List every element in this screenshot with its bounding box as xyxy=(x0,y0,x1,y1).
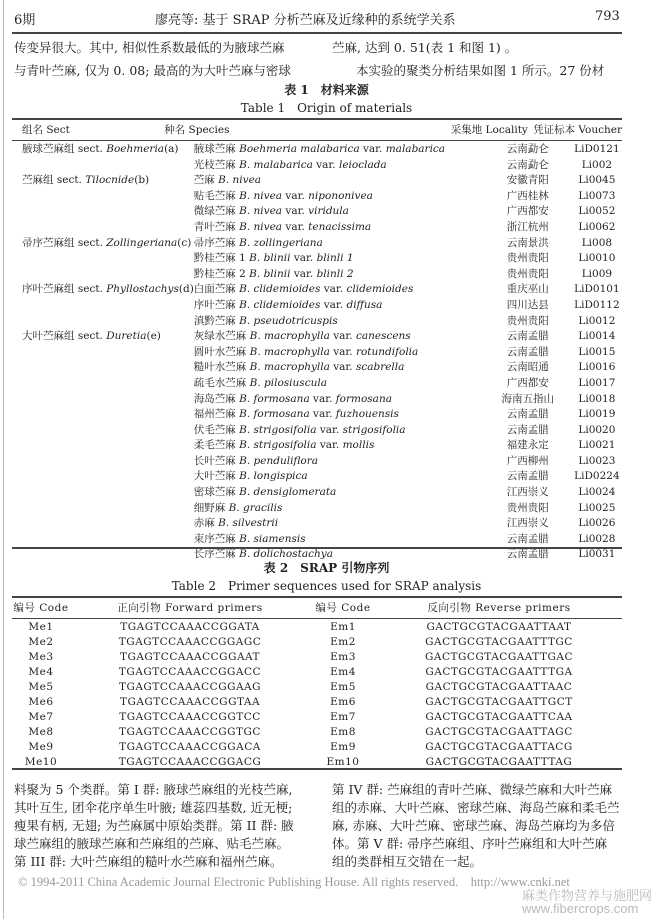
intro-right-col xyxy=(332,39,604,80)
sect-cell xyxy=(12,314,194,330)
species-cn: 长叶苎麻 xyxy=(193,454,236,467)
table1-header xyxy=(12,123,622,139)
reverse-code: Em7 xyxy=(330,711,356,723)
sect-cell xyxy=(12,438,194,454)
table-row xyxy=(12,204,622,220)
species-cell xyxy=(194,282,484,298)
species-cell xyxy=(194,516,484,532)
species-sci: B. silvestrii xyxy=(218,517,279,530)
col-species: 种名 Species xyxy=(164,124,230,136)
sect-cn: 大叶苎麻组 sect. xyxy=(22,330,103,343)
voucher-cell: Li0015 xyxy=(578,345,616,358)
voucher-cell: Li0018 xyxy=(578,392,616,405)
voucher-cell: Li0024 xyxy=(578,486,616,499)
body-left-col xyxy=(14,781,294,871)
locality-cell: 云南昭通 xyxy=(506,361,549,374)
species-cn: 大叶苎麻 xyxy=(193,470,236,483)
species-cell xyxy=(194,407,484,423)
locality-cell: 江西崇义 xyxy=(506,517,549,530)
table1-title-en: Table 1 Origin of materials xyxy=(240,101,413,115)
voucher-cell: Li0021 xyxy=(578,439,616,452)
sect-cell xyxy=(12,204,194,220)
reverse-code: Em10 xyxy=(326,756,360,768)
species-sci: B. macrophylla var. rotundifolia xyxy=(249,345,419,358)
table-row xyxy=(12,173,622,189)
species-cn: 帚序苎麻 xyxy=(193,236,236,249)
reverse-code: Em9 xyxy=(330,741,356,753)
col-code: 编号 Code xyxy=(13,602,69,614)
table2-header xyxy=(12,601,622,616)
table-row xyxy=(12,680,622,695)
species-sci: B. zollingeriana xyxy=(239,236,323,249)
forward-primer: TGAGTCCAAACCGGAGC xyxy=(118,636,262,648)
species-sci: B. pilosiuscula xyxy=(249,376,327,389)
species-sci: B. nivea var. nipononivea xyxy=(239,189,373,202)
table1-body xyxy=(12,142,622,563)
voucher-cell: Li0019 xyxy=(578,408,616,421)
species-cn: 束序苎麻 xyxy=(193,532,236,545)
forward-code: Me2 xyxy=(28,636,54,648)
forward-primer: TGAGTCCAAACCGGACC xyxy=(118,666,262,678)
sect-tag: (d) xyxy=(178,283,194,296)
locality-cell: 广西都安 xyxy=(506,376,549,389)
text-line: 苎麻, 达到 0. 51(表 1 和图 1) 。 xyxy=(332,40,518,55)
species-cn: 腋球苎麻 xyxy=(193,143,236,155)
species-cell xyxy=(194,501,484,517)
sect-cell xyxy=(12,501,194,517)
sect-sci: Duretia xyxy=(106,330,147,343)
species-cn: 光枝苎麻 xyxy=(193,158,236,171)
text-line: 传变异很大。其中, 相似性系数最低的为腋球苎麻 xyxy=(14,40,285,55)
locality-cell: 福建永定 xyxy=(506,439,549,452)
table2-body xyxy=(12,620,622,770)
sect-cell xyxy=(12,236,194,252)
reverse-code: Em1 xyxy=(330,621,356,633)
species-cn: 疏毛水苎麻 xyxy=(193,376,247,389)
species-sci: B. blinii var. blinli 1 xyxy=(249,252,354,265)
table-row xyxy=(12,236,622,252)
table-row xyxy=(12,620,622,635)
species-sci: B. macrophylla var. scabrella xyxy=(249,361,405,374)
voucher-cell: LiD0112 xyxy=(574,298,620,311)
sect-cell xyxy=(12,469,194,485)
reverse-primer: GACTGCGTACGAATTACG xyxy=(425,741,573,753)
locality-cell: 云南孟腊 xyxy=(506,345,549,358)
table-row xyxy=(12,532,622,548)
text-line: 第 IV 群: 苎麻组的青叶苎麻、微绿苎麻和大叶苎麻 xyxy=(332,782,613,797)
species-sci: B. nivea var. viridula xyxy=(239,205,349,218)
voucher-cell: LiD0101 xyxy=(574,283,620,296)
sect-sci: Zollingeriana xyxy=(106,236,178,249)
species-cn: 滇黔苎麻 xyxy=(193,314,236,327)
locality-cell: 江西崇义 xyxy=(506,486,549,499)
forward-code: Me10 xyxy=(24,756,58,768)
table-row xyxy=(12,469,622,485)
species-cell xyxy=(194,532,484,548)
sect-cell xyxy=(12,267,194,283)
species-cn: 苎麻 xyxy=(193,174,215,187)
table-row xyxy=(12,189,622,205)
species-sci: B. siamensis xyxy=(239,532,306,545)
species-sci: B. clidemioides var. clidemioides xyxy=(239,283,414,296)
reverse-primer: GACTGCGTACGAATTGAC xyxy=(424,651,574,663)
reverse-code: Em2 xyxy=(330,636,356,648)
reverse-code: Em8 xyxy=(330,726,356,738)
locality-cell: 云南景洪 xyxy=(506,236,549,249)
table-row xyxy=(12,485,622,501)
table-row xyxy=(12,282,622,298)
table-row xyxy=(12,329,622,345)
species-cn: 密球苎麻 xyxy=(193,486,236,499)
species-cn: 圆叶水苎麻 xyxy=(193,345,247,358)
reverse-primer: GACTGCGTACGAATTCAA xyxy=(425,711,573,723)
table-row xyxy=(12,695,622,710)
forward-code: Me8 xyxy=(28,726,54,738)
sect-cell xyxy=(12,220,194,236)
locality-cell: 云南孟腊 xyxy=(506,423,549,436)
sect-cell xyxy=(12,516,194,532)
reverse-primer: GACTGCGTACGAATTGCT xyxy=(425,696,573,708)
text-line: 其叶互生, 团伞花序单生叶腋; 雄蕊四基数, 近无梗; xyxy=(14,800,293,815)
sect-sci: Tilocnide xyxy=(85,174,135,187)
reverse-primer: GACTGCGTACGAATTAAT xyxy=(426,621,572,633)
voucher-cell: Li0062 xyxy=(578,220,616,233)
species-cell xyxy=(194,376,484,392)
species-cn: 赤麻 xyxy=(193,517,215,530)
table2-title-cn: 表 2 SRAP 引物序列 xyxy=(263,561,390,575)
table-row xyxy=(12,158,622,174)
table-row xyxy=(12,345,622,361)
sect-cell xyxy=(12,454,194,470)
locality-cell: 云南孟腊 xyxy=(506,470,549,483)
locality-cell: 广西都安 xyxy=(506,205,549,218)
sect-cell xyxy=(12,407,194,423)
species-sci: B. blinii var. blinli 2 xyxy=(249,267,354,280)
locality-cell: 广西柳州 xyxy=(506,454,549,467)
locality-cell: 贵州贵阳 xyxy=(506,501,549,514)
table-row xyxy=(12,438,622,454)
sect-cell xyxy=(12,142,194,158)
species-sci: B. formosana var. fuzhouensis xyxy=(239,408,399,421)
table-row xyxy=(12,407,622,423)
species-cn: 细野麻 xyxy=(193,501,226,514)
forward-code: Me7 xyxy=(28,711,54,723)
voucher-cell: Li009 xyxy=(581,267,613,280)
voucher-cell: Li0025 xyxy=(578,501,616,514)
table-row xyxy=(12,454,622,470)
sect-cn: 帚序苎麻组 sect. xyxy=(22,236,103,249)
table-row xyxy=(12,314,622,330)
col-code2: 编号 Code xyxy=(315,602,371,614)
species-cn: 黔桂苎麻 1 xyxy=(193,252,246,265)
body-right-col xyxy=(332,781,620,871)
species-cell xyxy=(194,392,484,408)
sect-sci: Phyllostachys xyxy=(106,283,179,296)
species-sci: B. strigosifolia var. strigosifolia xyxy=(239,423,406,436)
table-row xyxy=(12,635,622,650)
voucher-cell: Li0020 xyxy=(578,423,616,436)
table-row xyxy=(12,298,622,314)
table-row xyxy=(12,392,622,408)
species-sci: B. longispica xyxy=(239,470,308,483)
species-cell xyxy=(194,423,484,439)
species-cell xyxy=(194,329,484,345)
page-number: 793 xyxy=(595,9,620,24)
reverse-primer: GACTGCGTACGAATTTGC xyxy=(425,636,573,648)
voucher-cell: Li0073 xyxy=(578,189,616,202)
species-sci: B. malabarica var. leioclada xyxy=(239,158,387,171)
text-line: 瘦果有柄, 无翅; 为苎麻属中原始类群。第 II 群: 腋 xyxy=(14,818,294,833)
species-sci: B. formosana var. formosana xyxy=(239,392,392,405)
locality-cell: 四川达县 xyxy=(506,298,549,311)
sect-cell xyxy=(12,376,194,392)
reverse-primer: GACTGCGTACGAATTAGC xyxy=(425,726,573,738)
reverse-code: Em6 xyxy=(330,696,356,708)
forward-code: Me4 xyxy=(28,666,54,678)
species-cn: 福州苎麻 xyxy=(193,408,236,421)
text-line: 第 III 群: 大叶苎麻组的糙叶水苎麻和福州苎麻。 xyxy=(14,854,283,869)
species-cell xyxy=(194,314,484,330)
table-row xyxy=(12,423,622,439)
sect-cell xyxy=(12,251,194,267)
reverse-primer: GACTGCGTACGAATTTGA xyxy=(425,666,573,678)
forward-primer: TGAGTCCAAACCGGACG xyxy=(118,756,262,768)
species-cell xyxy=(194,220,484,236)
species-sci: B. macrophylla var. canescens xyxy=(249,330,411,343)
locality-cell: 云南勐仑 xyxy=(506,158,549,171)
forward-primer: TGAGTCCAAACCGGTGC xyxy=(119,726,261,738)
sect-cell xyxy=(12,485,194,501)
species-sci: B. nivea var. tenacissima xyxy=(239,220,372,233)
voucher-cell: Li002 xyxy=(581,158,613,171)
sect-cell xyxy=(12,345,194,361)
table-row xyxy=(12,725,622,740)
species-cell xyxy=(194,485,484,501)
species-sci: B. nivea xyxy=(218,174,262,187)
voucher-cell: Li0026 xyxy=(578,517,616,530)
col-locality: 采集地 Locality xyxy=(450,124,528,136)
table-row xyxy=(12,710,622,725)
sect-cell xyxy=(12,329,194,345)
table1-title-cn: 表 1 材料来源 xyxy=(284,83,369,97)
table-row xyxy=(12,665,622,680)
table2-bottom-rule xyxy=(12,768,622,770)
sect-tag: (c) xyxy=(177,236,192,249)
species-cn: 长序苎麻 xyxy=(193,548,236,561)
sect-cn: 序叶苎麻组 sect. xyxy=(22,283,103,296)
sect-cell xyxy=(12,392,194,408)
sect-tag: (b) xyxy=(134,174,150,187)
copyright-notice: © 1994-2011 China Academic Journal Electronic Publishing House. All rights reserved. http://www.cnki.net xyxy=(18,875,570,889)
table2-top-rule xyxy=(12,596,622,598)
sect-tag: (e) xyxy=(146,330,161,343)
forward-primer: TGAGTCCAAACCGGATA xyxy=(120,621,260,633)
species-cn: 海岛苎麻 xyxy=(193,392,236,405)
col-forward: 正向引物 Forward primers xyxy=(117,602,263,614)
species-cell xyxy=(194,189,484,205)
text-line: 麻, 赤麻、大叶苎麻、密球苎麻、海岛苎麻均为多倍 xyxy=(332,818,615,833)
table1-header-rule xyxy=(12,140,622,141)
reverse-primer: GACTGCGTACGAATTTAG xyxy=(425,756,573,768)
page-edge xyxy=(3,0,4,919)
voucher-cell: Li0031 xyxy=(578,548,616,561)
species-cell xyxy=(194,454,484,470)
species-cell xyxy=(194,267,484,283)
forward-code: Me6 xyxy=(28,696,54,708)
running-title: 廖亮等: 基于 SRAP 分析苎麻及近缘种的系统学关系 xyxy=(155,13,456,28)
reverse-code: Em3 xyxy=(330,651,356,663)
sect-cell xyxy=(12,298,194,314)
species-cell xyxy=(194,251,484,267)
reverse-code: Em5 xyxy=(330,681,356,693)
species-cn: 青叶苎麻 xyxy=(193,220,236,233)
text-line: 组的类群相互交错在一起。 xyxy=(332,854,483,869)
sect-cell xyxy=(12,173,194,189)
species-sci: B. pseudotricuspis xyxy=(239,314,338,327)
voucher-cell: Li0045 xyxy=(578,174,616,187)
sect-cell xyxy=(12,158,194,174)
reverse-code: Em4 xyxy=(330,666,356,678)
species-cn: 黔桂苎麻 2 xyxy=(193,267,246,280)
locality-cell: 安徽青阳 xyxy=(506,174,549,187)
locality-cell: 广西桂林 xyxy=(506,189,549,202)
watermark-cn: 麻类作物营养与施肥网 xyxy=(522,888,653,903)
species-sci: B. densiglomerata xyxy=(239,486,337,499)
table-row xyxy=(12,267,622,283)
table2-title-en: Table 2 Primer sequences used for SRAP analysis xyxy=(171,579,482,593)
species-cell xyxy=(194,360,484,376)
species-cell xyxy=(194,173,484,189)
voucher-cell: Li0052 xyxy=(578,205,616,218)
species-cn: 序叶苎麻 xyxy=(193,298,236,311)
text-line: 球苎麻组的腋球苎麻和苎麻组的苎麻、贴毛苎麻。 xyxy=(14,836,290,851)
sect-cell xyxy=(12,423,194,439)
table-row xyxy=(12,650,622,665)
table-row xyxy=(12,501,622,517)
table-row xyxy=(12,220,622,236)
species-cn: 微绿苎麻 xyxy=(193,205,236,218)
table-row xyxy=(12,740,622,755)
sect-cn: 苎麻组 sect. xyxy=(22,174,82,187)
species-cell xyxy=(194,204,484,220)
table1-bottom-rule xyxy=(12,547,622,549)
species-cn: 灰绿水苎麻 xyxy=(193,330,247,343)
locality-cell: 云南孟腊 xyxy=(506,532,549,545)
header-rule xyxy=(12,32,622,34)
voucher-cell: Li0028 xyxy=(578,532,616,545)
locality-cell: 贵州贵阳 xyxy=(506,314,549,327)
species-cell xyxy=(194,142,484,158)
text-line: 体。第 V 群: 帚序苎麻组、序叶苎麻组和大叶苎麻 xyxy=(332,836,608,851)
species-cn: 伏毛苎麻 xyxy=(193,423,236,436)
sect-cell xyxy=(12,282,194,298)
locality-cell: 云南孟腊 xyxy=(506,330,549,343)
locality-cell: 海南五指山 xyxy=(501,392,555,405)
locality-cell: 云南孟腊 xyxy=(506,548,549,561)
locality-cell: 云南勐仑 xyxy=(506,143,549,155)
table2-header-rule xyxy=(12,618,622,619)
species-cell xyxy=(194,469,484,485)
table-row xyxy=(12,360,622,376)
voucher-cell: Li0016 xyxy=(578,361,616,374)
table-row xyxy=(12,142,622,158)
table1-top-rule xyxy=(12,118,622,120)
voucher-cell: LiD0224 xyxy=(574,470,620,483)
voucher-cell: Li0017 xyxy=(578,376,616,389)
locality-cell: 贵州贵阳 xyxy=(506,252,549,265)
sect-sci: Boehmeria xyxy=(106,143,165,155)
sect-cell xyxy=(12,189,194,205)
species-sci: B. penduliflora xyxy=(239,454,319,467)
sect-cell xyxy=(12,532,194,548)
species-cn: 贴毛苎麻 xyxy=(193,189,236,202)
species-cn: 柔毛苎麻 xyxy=(193,439,236,452)
sect-cn: 腋球苎麻组 sect. xyxy=(22,143,103,155)
voucher-cell: LiD0121 xyxy=(574,143,620,155)
forward-code: Me5 xyxy=(28,681,54,693)
forward-primer: TGAGTCCAAACCGGTCC xyxy=(119,711,261,723)
species-sci: B. gracilis xyxy=(228,501,283,514)
species-cn: 白面苎麻 xyxy=(193,283,236,296)
species-cn: 糙叶水苎麻 xyxy=(193,361,247,374)
species-cell xyxy=(194,438,484,454)
species-sci: B. strigosifolia var. mollis xyxy=(239,439,375,452)
species-cell xyxy=(194,236,484,252)
forward-primer: TGAGTCCAAACCGGAAT xyxy=(119,651,261,663)
watermark-url: www.fibercrops.com xyxy=(522,901,639,916)
col-sect: 组名 Sect xyxy=(22,124,70,136)
text-line: 本实验的聚类分析结果如图 1 所示。27 份材 xyxy=(356,63,605,78)
col-reverse: 反向引物 Reverse primers xyxy=(427,602,571,614)
reverse-primer: GACTGCGTACGAATTAAC xyxy=(425,681,573,693)
species-sci: B. clidemioides var. diffusa xyxy=(239,298,383,311)
col-voucher: 凭证标本 Voucher xyxy=(533,124,622,136)
text-line: 组的赤麻、大叶苎麻、密球苎麻、海岛苎麻和柔毛苎 xyxy=(332,800,620,815)
species-sci: Boehmeria malabarica var. malabarica xyxy=(239,143,446,155)
intro-left-col xyxy=(14,39,291,80)
voucher-cell: Li008 xyxy=(581,236,613,249)
text-line: 料聚为 5 个类群。第 I 群: 腋球苎麻组的光枝苎麻, xyxy=(14,782,293,797)
forward-primer: TGAGTCCAAACCGGACA xyxy=(119,741,261,753)
species-cell xyxy=(194,158,484,174)
locality-cell: 贵州贵阳 xyxy=(506,267,549,280)
voucher-cell: Li0012 xyxy=(578,314,616,327)
sect-cell xyxy=(12,360,194,376)
sect-tag: (a) xyxy=(164,143,179,155)
voucher-cell: Li0023 xyxy=(578,454,616,467)
species-sci: B. dolichostachya xyxy=(239,548,333,561)
table-row xyxy=(12,376,622,392)
issue-number: 6期 xyxy=(14,13,36,28)
forward-primer: TGAGTCCAAACCGGAAG xyxy=(118,681,262,693)
text-line: 与青叶苎麻, 仅为 0. 08; 最高的为大叶苎麻与密球 xyxy=(14,63,291,78)
table-row xyxy=(12,516,622,532)
locality-cell: 重庆巫山 xyxy=(506,283,549,296)
voucher-cell: Li0014 xyxy=(578,330,616,343)
locality-cell: 浙江杭州 xyxy=(506,220,549,233)
voucher-cell: Li0010 xyxy=(578,252,616,265)
locality-cell: 云南孟腊 xyxy=(506,408,549,421)
species-cell xyxy=(194,345,484,361)
table-row xyxy=(12,251,622,267)
forward-code: Me1 xyxy=(28,621,54,633)
forward-code: Me9 xyxy=(28,741,54,753)
forward-code: Me3 xyxy=(28,651,54,663)
species-cell xyxy=(194,298,484,314)
forward-primer: TGAGTCCAAACCGGTAA xyxy=(119,696,261,708)
